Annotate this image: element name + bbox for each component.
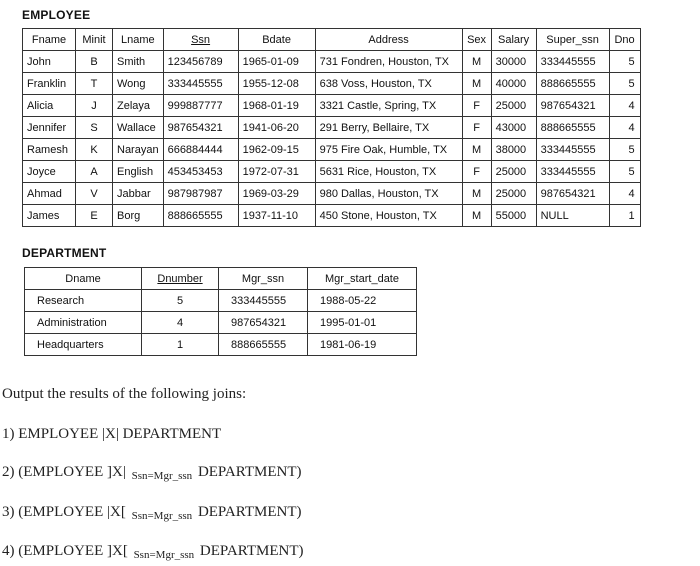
cell-dno: 4 — [609, 183, 640, 205]
cell-fname: Ramesh — [23, 139, 76, 161]
question-4-tail: DEPARTMENT) — [199, 543, 304, 559]
cell-ssn: 453453453 — [163, 161, 238, 183]
cell-bdate: 1941-06-20 — [238, 117, 315, 139]
cell-salary: 43000 — [491, 117, 536, 139]
cell-sex: M — [462, 73, 491, 95]
cell-ssn: 888665555 — [163, 205, 238, 227]
cell-sex: F — [462, 161, 491, 183]
column-header-fname: Fname — [23, 29, 76, 51]
employee-row — [23, 205, 641, 227]
cell-salary: 38000 — [491, 139, 536, 161]
cell-minit: V — [76, 183, 113, 205]
cell-address: 450 Stone, Houston, TX — [315, 205, 462, 227]
cell-mgr-start-date: 1988-05-22 — [308, 290, 417, 312]
cell-salary: 25000 — [491, 95, 536, 117]
cell-address: 980 Dallas, Houston, TX — [315, 183, 462, 205]
employee-row — [23, 161, 641, 183]
cell-super-ssn: NULL — [536, 205, 609, 227]
cell-salary: 25000 — [491, 161, 536, 183]
cell-minit: E — [76, 205, 113, 227]
cell-sex: F — [462, 117, 491, 139]
column-header-dnumber — [142, 268, 219, 290]
cell-minit: J — [76, 95, 113, 117]
cell-bdate: 1937-11-10 — [238, 205, 315, 227]
cell-super-ssn: 333445555 — [536, 51, 609, 73]
cell-lname: Zelaya — [113, 95, 164, 117]
ssn-key-label: Ssn — [191, 33, 211, 46]
cell-bdate: 1969-03-29 — [238, 183, 315, 205]
cell-bdate: 1955-12-08 — [238, 73, 315, 95]
dnumber-key-label: Dnumber — [157, 272, 203, 285]
question-4-lead: 4) (EMPLOYEE ]X[ — [2, 543, 128, 559]
cell-dno: 5 — [609, 161, 640, 183]
cell-super-ssn: 888665555 — [536, 73, 609, 95]
join-condition-subscript: Ssn=Mgr_ssn — [133, 549, 195, 561]
employee-row — [23, 51, 641, 73]
column-header-sex: Sex — [462, 29, 491, 51]
department-header-row — [25, 268, 417, 290]
cell-address: 638 Voss, Houston, TX — [315, 73, 462, 95]
cell-lname: Smith — [113, 51, 164, 73]
column-header-bdate: Bdate — [238, 29, 315, 51]
cell-dno: 5 — [609, 73, 640, 95]
cell-dnumber: 1 — [142, 334, 219, 356]
cell-sex: M — [462, 139, 491, 161]
cell-address: 3321 Castle, Spring, TX — [315, 95, 462, 117]
cell-mgr-start-date: 1981-06-19 — [308, 334, 417, 356]
column-header-mgr-start-date: Mgr_start_date — [308, 268, 417, 290]
cell-ssn: 333445555 — [163, 73, 238, 95]
cell-fname: Franklin — [23, 73, 76, 95]
cell-fname: Alicia — [23, 95, 76, 117]
cell-dname: Administration — [25, 312, 142, 334]
employee-row — [23, 183, 641, 205]
join-condition-subscript: Ssn=Mgr_ssn — [131, 510, 193, 522]
column-header-dname: Dname — [25, 268, 142, 290]
cell-ssn: 987654321 — [163, 117, 238, 139]
cell-sex: F — [462, 95, 491, 117]
department-row — [25, 334, 417, 356]
cell-sex: M — [462, 205, 491, 227]
cell-fname: James — [23, 205, 76, 227]
department-table-title: DEPARTMENT — [22, 246, 107, 260]
cell-minit: S — [76, 117, 113, 139]
cell-dno: 4 — [609, 117, 640, 139]
employee-row — [23, 117, 641, 139]
join-condition-subscript: Ssn=Mgr_ssn — [131, 470, 193, 482]
cell-dno: 4 — [609, 95, 640, 117]
cell-fname: Ahmad — [23, 183, 76, 205]
question-3-lead: 3) (EMPLOYEE |X[ — [2, 504, 126, 520]
department-row — [25, 290, 417, 312]
cell-salary: 25000 — [491, 183, 536, 205]
employee-row — [23, 95, 641, 117]
column-header-ssn — [163, 29, 238, 51]
cell-minit: B — [76, 51, 113, 73]
cell-ssn: 666884444 — [163, 139, 238, 161]
cell-salary: 40000 — [491, 73, 536, 95]
cell-super-ssn: 987654321 — [536, 95, 609, 117]
department-row — [25, 312, 417, 334]
column-header-minit: Minit — [76, 29, 113, 51]
question-2-tail: DEPARTMENT) — [197, 464, 302, 480]
cell-address: 5631 Rice, Houston, TX — [315, 161, 462, 183]
cell-lname: Narayan — [113, 139, 164, 161]
cell-lname: English — [113, 161, 164, 183]
cell-bdate: 1968-01-19 — [238, 95, 315, 117]
cell-mgr-ssn: 333445555 — [219, 290, 308, 312]
cell-lname: Borg — [113, 205, 164, 227]
cell-super-ssn: 333445555 — [536, 139, 609, 161]
cell-super-ssn: 888665555 — [536, 117, 609, 139]
cell-bdate: 1972-07-31 — [238, 161, 315, 183]
cell-mgr-start-date: 1995-01-01 — [308, 312, 417, 334]
cell-mgr-ssn: 888665555 — [219, 334, 308, 356]
cell-sex: M — [462, 51, 491, 73]
cell-address: 731 Fondren, Houston, TX — [315, 51, 462, 73]
cell-lname: Wallace — [113, 117, 164, 139]
employee-row — [23, 73, 641, 95]
column-header-lname: Lname — [113, 29, 164, 51]
employee-row — [23, 139, 641, 161]
cell-dno: 5 — [609, 51, 640, 73]
cell-ssn: 987987987 — [163, 183, 238, 205]
column-header-dno: Dno — [609, 29, 640, 51]
column-header-address: Address — [315, 29, 462, 51]
question-2-lead: 2) (EMPLOYEE ]X| — [2, 464, 126, 480]
cell-minit: T — [76, 73, 113, 95]
cell-minit: K — [76, 139, 113, 161]
cell-salary: 30000 — [491, 51, 536, 73]
column-header-salary: Salary — [491, 29, 536, 51]
department-table — [24, 267, 417, 356]
question-2 — [2, 464, 302, 481]
cell-fname: Joyce — [23, 161, 76, 183]
cell-ssn: 123456789 — [163, 51, 238, 73]
column-header-super-ssn: Super_ssn — [536, 29, 609, 51]
cell-super-ssn: 333445555 — [536, 161, 609, 183]
instructions-text: Output the results of the following joins: — [2, 386, 247, 402]
cell-super-ssn: 987654321 — [536, 183, 609, 205]
cell-lname: Jabbar — [113, 183, 164, 205]
cell-fname: John — [23, 51, 76, 73]
question-3 — [2, 504, 302, 521]
employee-table — [22, 28, 641, 227]
cell-address: 975 Fire Oak, Humble, TX — [315, 139, 462, 161]
cell-lname: Wong — [113, 73, 164, 95]
cell-dnumber: 4 — [142, 312, 219, 334]
cell-bdate: 1962-09-15 — [238, 139, 315, 161]
cell-sex: M — [462, 183, 491, 205]
column-header-mgr-ssn: Mgr_ssn — [219, 268, 308, 290]
cell-dname: Research — [25, 290, 142, 312]
cell-salary: 55000 — [491, 205, 536, 227]
cell-dnumber: 5 — [142, 290, 219, 312]
cell-dname: Headquarters — [25, 334, 142, 356]
cell-mgr-ssn: 987654321 — [219, 312, 308, 334]
cell-minit: A — [76, 161, 113, 183]
cell-address: 291 Berry, Bellaire, TX — [315, 117, 462, 139]
employee-table-title: EMPLOYEE — [22, 8, 91, 22]
cell-dno: 1 — [609, 205, 640, 227]
question-4 — [2, 543, 303, 560]
cell-bdate: 1965-01-09 — [238, 51, 315, 73]
employee-header-row — [23, 29, 641, 51]
cell-fname: Jennifer — [23, 117, 76, 139]
cell-dno: 5 — [609, 139, 640, 161]
question-1: 1) EMPLOYEE |X| DEPARTMENT — [2, 426, 222, 442]
question-3-tail: DEPARTMENT) — [197, 504, 302, 520]
cell-ssn: 999887777 — [163, 95, 238, 117]
